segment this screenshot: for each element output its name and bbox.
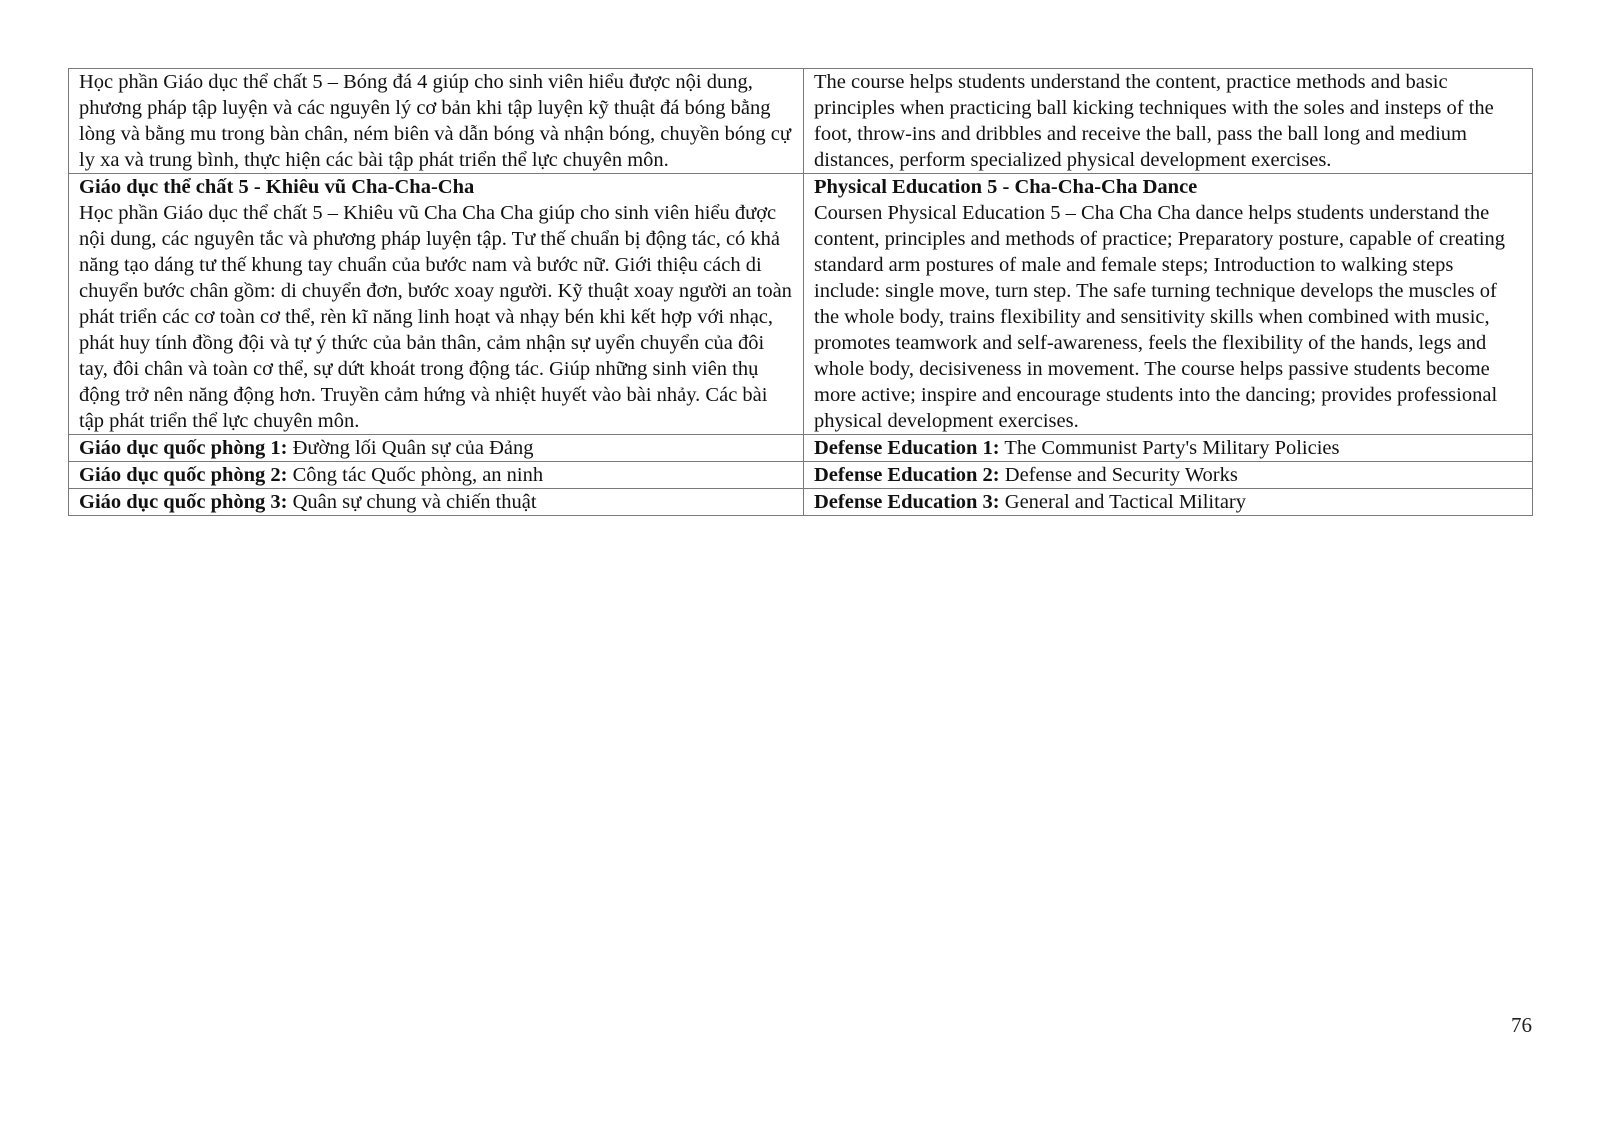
defense-text-vi: Công tác Quốc phòng, an ninh (287, 464, 544, 486)
defense-label-vi: Giáo dục quốc phòng 3: (79, 491, 288, 513)
defense-label-vi: Giáo dục quốc phòng 1: (79, 437, 288, 459)
defense-text-en: Defense and Security Works (999, 464, 1238, 486)
defense-label-en: Defense Education 3: (814, 491, 1000, 513)
defense-text-vi: Quân sự chung và chiến thuật (287, 491, 537, 513)
cell-vietnamese (69, 489, 804, 516)
cell-vietnamese (69, 462, 804, 489)
defense-text-en: General and Tactical Military (999, 491, 1247, 513)
page-number: 76 (1511, 1013, 1532, 1037)
table-row-defense-1 (69, 435, 1533, 462)
defense-text-vi: Đường lối Quân sự của Đảng (287, 437, 534, 459)
cell-vietnamese (69, 69, 804, 174)
table-row-cha-cha-cha (69, 174, 1533, 435)
cell-vietnamese (69, 435, 804, 462)
course-description-en: Coursen Physical Education 5 – Cha Cha Cha dance helps students understand the content, principles and methods of practice; Preparatory posture, capable of creating standard arm postures of male and female steps; Introduction to walking steps include: single move, turn step. The safe turning technique develops the muscles of the whole body, trains flexibility and sensitivity skills when combined with music, promotes teamwork and self-awareness, feels the flexibility of the hands, legs and whole body, decisiveness in movement. The course helps passive students become more active; inspire and encourage students into the dancing; provides professional physical development exercises. (814, 202, 1506, 432)
cell-english (804, 69, 1533, 174)
table-row-defense-3 (69, 489, 1533, 516)
cell-english (804, 435, 1533, 462)
course-title-vi: Giáo dục thể chất 5 - Khiêu vũ Cha-Cha-Cha (79, 176, 475, 198)
course-description-table (68, 68, 1533, 516)
course-title-en: Physical Education 5 - Cha-Cha-Cha Dance (814, 176, 1198, 198)
table-row-defense-2 (69, 462, 1533, 489)
cell-english (804, 489, 1533, 516)
cell-english (804, 174, 1533, 435)
course-description-en: The course helps students understand the content, practice methods and basic principles when practicing ball kicking techniques with the soles and insteps of the foot, throw-ins and dribbles and receive the ball, pass the ball long and medium distances, perform specialized physical development exercises. (814, 71, 1494, 171)
table-row-football (69, 69, 1533, 174)
defense-label-en: Defense Education 2: (814, 464, 1000, 486)
course-description-vi: Học phần Giáo dục thể chất 5 – Bóng đá 4 giúp cho sinh viên hiểu được nội dung, phương pháp tập luyện và các nguyên lý cơ bản khi tập luyện kỹ thuật đá bóng bằng lòng và bằng mu trong bàn chân, ném biên và dẫn bóng và nhận bóng, chuyền bóng cự ly xa và trung bình, thực hiện các bài tập phát triển thể lực chuyên môn. (79, 71, 791, 171)
defense-label-vi: Giáo dục quốc phòng 2: (79, 464, 288, 486)
cell-english (804, 462, 1533, 489)
cell-vietnamese (69, 174, 804, 435)
defense-text-en: The Communist Party's Military Policies (999, 437, 1340, 459)
course-description-vi: Học phần Giáo dục thể chất 5 – Khiêu vũ Cha Cha Cha giúp cho sinh viên hiểu được nội dung, các nguyên tắc và phương pháp luyện tập. Tư thế chuẩn bị động tác, có khả năng tạo dáng tư thế khung tay chuẩn của bước nam và bước nữ. Giới thiệu cách di chuyển bước chân gồm: di chuyển đơn, bước xoay người. Kỹ thuật xoay người an toàn phát triển các cơ toàn cơ thể, rèn kĩ năng linh hoạt và nhạy bén khi kết hợp với nhạc, phát huy tính đồng đội và tự ý thức của bản thân, cảm nhận sự uyển chuyển của đôi tay, đôi chân và toàn cơ thể, sự dứt khoát trong động tác. Giúp những sinh viên thụ động trở nên năng động hơn. Truyền cảm hứng và nhiệt huyết vào bài nhảy. Các bài tập phát triển thể lực chuyên môn. (79, 202, 792, 432)
defense-label-en: Defense Education 1: (814, 437, 1000, 459)
